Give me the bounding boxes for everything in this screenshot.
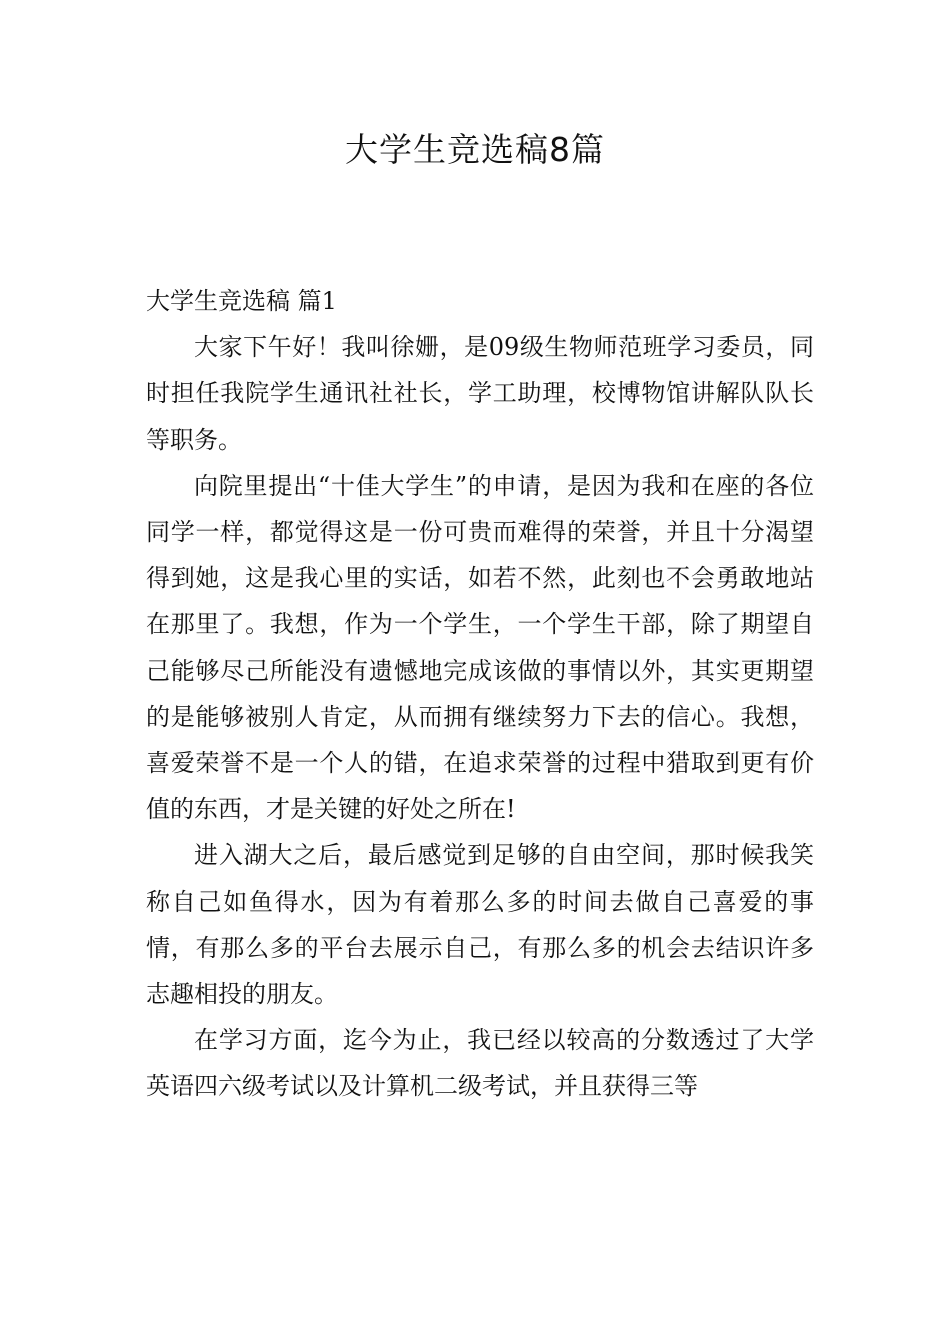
- paragraph-4: 在学习方面，迄今为止，我已经以较高的分数透过了大学英语四六级考试以及计算机二级考试，并且获得三等: [146, 1026, 814, 1101]
- paragraph-1: 大家下午好！我叫徐姗，是09级生物师范班学习委员，同时担任我院学生通讯社社长，学工助理，校博物馆讲解队队长等职务。: [146, 333, 814, 454]
- document-title: 大学生竞选稿8篇: [345, 130, 605, 169]
- paragraph-3: 进入湖大之后，最后感觉到足够的自由空间，那时候我笑称自己如鱼得水，因为有着那么多的时间去做自己喜爱的事情，有那么多的平台去展示自己，有那么多的机会去结识许多志趣相投的朋友。: [146, 841, 814, 1009]
- document-body: [146, 278, 814, 1110]
- paragraph-2: 向院里提出“十佳大学生”的申请，是因为我和在座的各位同学一样，都觉得这是一份可贵而难得的荣誉，并且十分渴望得到她，这是我心里的实话，如若不然，此刻也不会勇敢地站在那里了。我想，作为一个学生，一个学生干部，除了期望自己能够尽己所能没有遗憾地完成该做的事情以外，其实更期望的是能够被别人肯定，从而拥有继续努力下去的信心。我想，喜爱荣誉不是一个人的错，在追求荣誉的过程中猎取到更有价值的东西，才是关键的好处之所在!: [146, 471, 814, 824]
- section-heading: 大学生竞选稿 篇1: [146, 287, 337, 315]
